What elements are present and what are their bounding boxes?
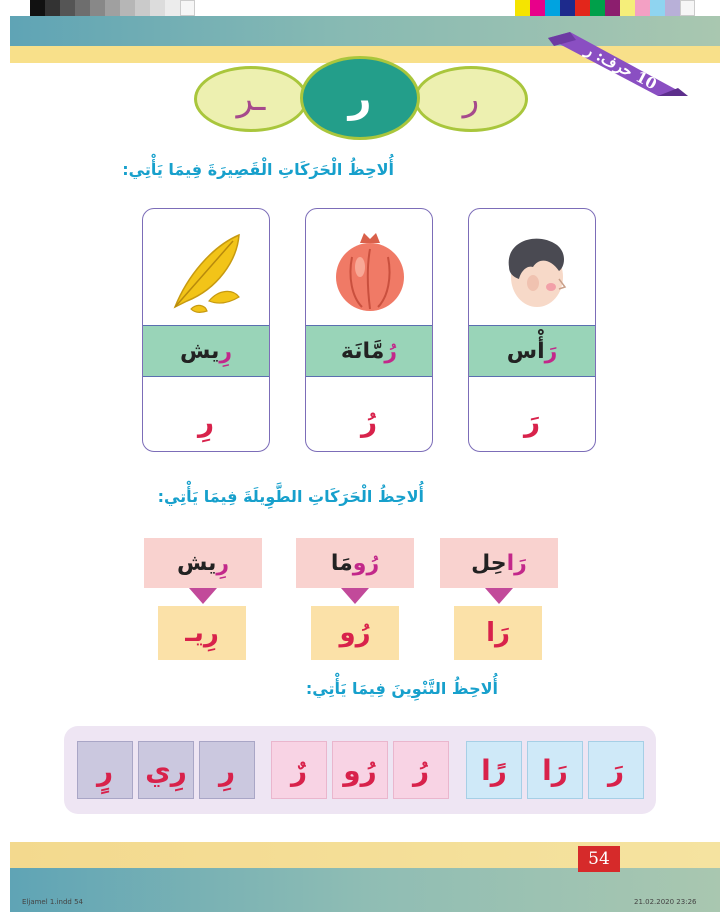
card-word-band <box>305 325 433 377</box>
long-word-rest: مَا <box>330 550 353 576</box>
letter-oval-isolated <box>414 66 528 132</box>
boy-head-icon <box>493 227 573 315</box>
footer-date: 21.02.2020 23:26 <box>634 898 697 906</box>
heading-tanween: أُلاحِظُ التَّنْوِينَ فِيمَا يَأْتِي: <box>305 679 498 698</box>
bottom-band <box>10 868 720 912</box>
picture-card-head <box>468 208 596 452</box>
card-word-rest: أْس <box>506 338 545 364</box>
long-word-letter: رِ <box>216 550 230 576</box>
syllable-box: رُو <box>311 606 399 660</box>
picture-card-pomegranate <box>305 208 433 452</box>
card-word-rest: مَّانَة <box>340 338 385 364</box>
card-letter: رِ <box>197 405 215 438</box>
tanween-tile: رِ <box>199 741 255 799</box>
arrow-down-icon <box>341 588 369 604</box>
long-word-letter: رَا <box>506 550 527 576</box>
long-word-box <box>440 538 558 588</box>
heading-long-vowels: أُلاحِظُ الْحَرَكَاتِ الطَّوِيلَةَ فِيمَا يَأْتِي: <box>157 487 424 506</box>
letter-oval-final <box>194 66 308 132</box>
long-word-rest: يش <box>176 550 217 576</box>
letter-main: ر <box>348 75 372 121</box>
tanween-tile: رٌ <box>271 741 327 799</box>
heading-short-vowels: أُلاحِظُ الْحَرَكَاتِ الْقَصِيرَةَ فِيمَا يَأْتِي: <box>122 160 394 179</box>
letter-isolated: ر <box>462 79 480 119</box>
syllable-box: رَا <box>454 606 542 660</box>
tanween-tile: رٍ <box>77 741 133 799</box>
feather-icon <box>167 227 247 315</box>
card-word-letter: رُ <box>384 338 398 364</box>
tanween-tile: رًا <box>466 741 522 799</box>
card-word-band <box>468 325 596 377</box>
tanween-tile: رُو <box>332 741 388 799</box>
letter-oval-main <box>300 56 420 140</box>
long-word-box <box>144 538 262 588</box>
long-word-letter: رُو <box>352 550 380 576</box>
card-word-letter: رَ <box>544 338 558 364</box>
tanween-tile: رَ <box>588 741 644 799</box>
arrow-down-icon <box>189 588 217 604</box>
long-word-box <box>296 538 414 588</box>
card-word-letter: رِ <box>219 338 233 364</box>
tanween-tile: رُ <box>393 741 449 799</box>
tanween-tile: رِي <box>138 741 194 799</box>
card-word-rest: يش <box>179 338 220 364</box>
long-word-rest: حِل <box>471 550 507 576</box>
page-number: 54 <box>578 846 620 872</box>
syllable-box: رِيـ <box>158 606 246 660</box>
letter-final: ـر <box>236 79 266 119</box>
chapter-label: حرف: ر <box>582 40 636 81</box>
picture-card-feather <box>142 208 270 452</box>
card-letter: رُ <box>360 405 378 438</box>
card-letter: رَ <box>523 405 541 438</box>
card-word-band <box>142 325 270 377</box>
tanween-tile: رَا <box>527 741 583 799</box>
pomegranate-icon <box>330 227 410 315</box>
footer-file: Eljamel 1.indd 54 <box>22 898 83 906</box>
arrow-down-icon <box>485 588 513 604</box>
chapter-number: 10 <box>632 67 660 94</box>
